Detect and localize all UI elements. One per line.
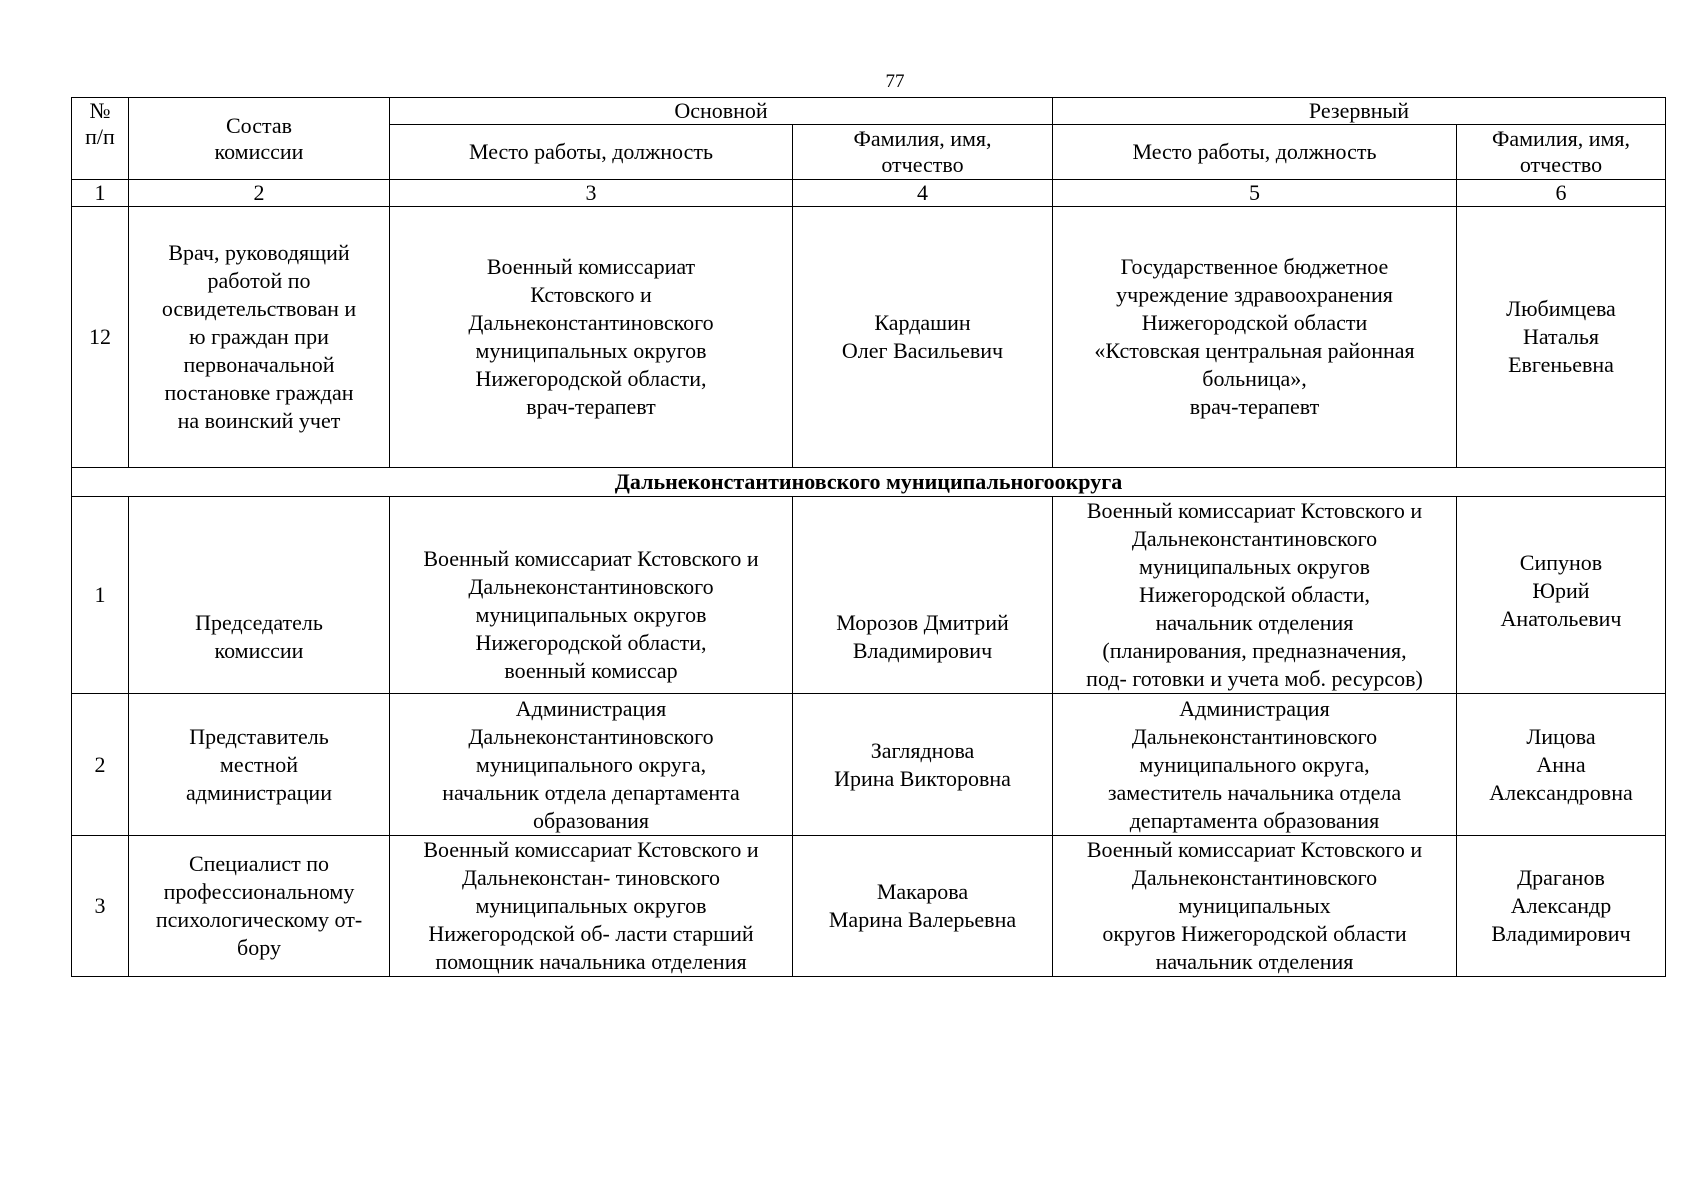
header-reserve-group: Резервный <box>1053 98 1666 125</box>
column-number: 4 <box>793 180 1053 207</box>
table-row <box>72 497 1666 694</box>
row-main-workplace: Военный комиссариат Кстовского и Дальнеконстантиновского муниципальных округов Нижегородской области, врач-терапевт <box>390 207 793 468</box>
column-number: 5 <box>1053 180 1457 207</box>
table-row <box>72 207 1666 468</box>
section-title: Дальнеконстантиновского муниципальногоокруга <box>72 468 1666 497</box>
row-reserve-workplace: Военный комиссариат Кстовского и Дальнеконстантиновского муниципальных округов Нижегородской области начальник отделения <box>1053 836 1457 977</box>
column-number: 2 <box>129 180 390 207</box>
header-composition: Состав комиссии <box>129 98 390 180</box>
row-number: 2 <box>72 694 129 836</box>
row-main-workplace: Администрация Дальнеконстантиновского муниципального округа, начальник отдела департамента образования <box>390 694 793 836</box>
row-main-fio: Макарова Марина Валерьевна <box>793 836 1053 977</box>
row-composition: Специалист по профессиональному психологическому от- бору <box>129 836 390 977</box>
header-number-col: № п/п <box>72 98 129 180</box>
page-number: 77 <box>885 71 905 92</box>
row-reserve-fio: Любимцева Наталья Евгеньевна <box>1457 207 1666 468</box>
header-row-groups <box>72 98 1666 125</box>
row-reserve-workplace: Государственное бюджетное учреждение здравоохранения Нижегородской области «Кстовская центральная районная больница», врач-терапевт <box>1053 207 1457 468</box>
row-main-fio: Морозов Дмитрий Владимирович <box>793 497 1053 694</box>
row-reserve-workplace: Военный комиссариат Кстовского и Дальнеконстантиновского муниципальных округов Нижегородской области, начальник отделения (планирования, предназначения, под- готовки и учета моб. ресурсов) <box>1053 497 1457 694</box>
column-number: 3 <box>390 180 793 207</box>
header-main-workplace: Место работы, должность <box>390 125 793 180</box>
row-main-fio: Кардашин Олег Васильевич <box>793 207 1053 468</box>
header-main-group: Основной <box>390 98 1053 125</box>
column-number: 1 <box>72 180 129 207</box>
commission-table <box>71 97 1666 977</box>
row-number: 3 <box>72 836 129 977</box>
row-composition: Врач, руководящий работой по освидетельствован и ю граждан при первоначальной постановке граждан на воинский учет <box>129 207 390 468</box>
row-reserve-fio: Лицова Анна Александровна <box>1457 694 1666 836</box>
table-row <box>72 836 1666 977</box>
row-composition: Представитель местной администрации <box>129 694 390 836</box>
row-reserve-workplace: Администрация Дальнеконстантиновского муниципального округа, заместитель начальника отдела департамента образования <box>1053 694 1457 836</box>
row-reserve-fio: Драганов Александр Владимирович <box>1457 836 1666 977</box>
row-reserve-fio: Сипунов Юрий Анатольевич <box>1457 497 1666 694</box>
header-reserve-workplace: Место работы, должность <box>1053 125 1457 180</box>
row-number: 12 <box>72 207 129 468</box>
row-composition: Председатель комиссии <box>129 497 390 694</box>
column-numbers-row <box>72 180 1666 207</box>
row-main-workplace: Военный комиссариат Кстовского и Дальнеконстан- тиновского муниципальных округов Нижегородской об- ласти старший помощник начальника отделения <box>390 836 793 977</box>
column-number: 6 <box>1457 180 1666 207</box>
row-main-workplace: Военный комиссариат Кстовского и Дальнеконстантиновского муниципальных округов Нижегородской области, военный комиссар <box>390 497 793 694</box>
header-main-fio: Фамилия, имя, отчество <box>793 125 1053 180</box>
table-row <box>72 694 1666 836</box>
section-heading-row <box>72 468 1666 497</box>
row-number: 1 <box>72 497 129 694</box>
row-main-fio: Загляднова Ирина Викторовна <box>793 694 1053 836</box>
header-reserve-fio: Фамилия, имя, отчество <box>1457 125 1666 180</box>
